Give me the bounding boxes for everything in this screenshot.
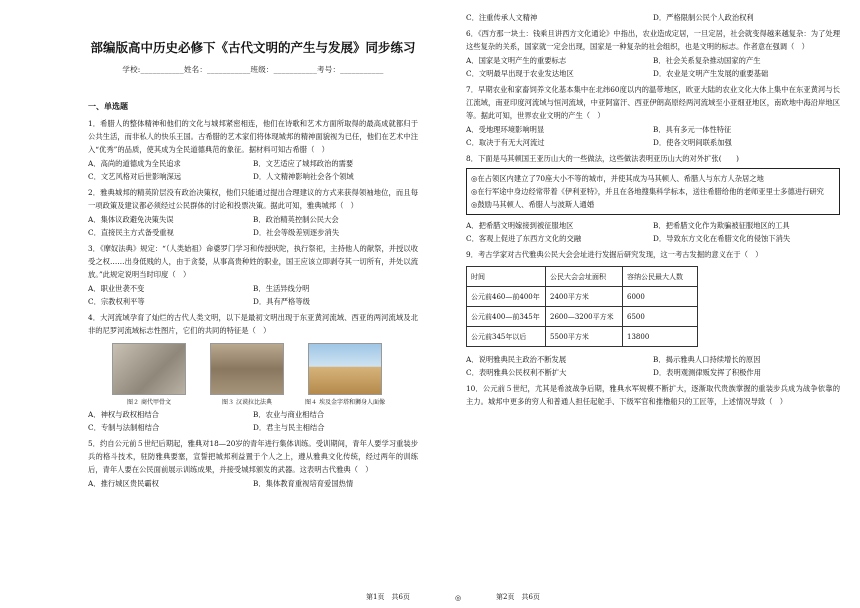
table-row — [467, 307, 698, 327]
figure-oracle-bone — [104, 343, 194, 406]
question-9-options — [466, 353, 840, 379]
figure-pyramids — [300, 343, 390, 406]
table-cell: 公元前345年以后 — [467, 327, 546, 347]
question-5: 5．约自公元前５世纪后期起，雅典对18—20岁的青年进行集体训练。受训期间，青年人要学习重装步兵的格斗技术，驻防雅典要塞，宣誓把城邦利益置于个人之上，遵从雅典文化传统，经过两年的训练后，青年人要在公民面前展示训练成果，并接受城邦颁发的武器。这表明古代雅典（ ） — [88, 439, 418, 474]
option: C．表明雅典公民权利不断扩大 — [466, 368, 567, 377]
option: A．神权与政权相结合 — [88, 410, 159, 419]
option: D．导致东方文化在希腊文化的侵蚀下消失 — [653, 234, 791, 243]
option: D．人文精神影响社会各个领域 — [253, 172, 354, 181]
assembly-site-table — [466, 266, 698, 347]
option: A．国家是文明产生的重要标志 — [466, 56, 567, 65]
question-8-material-box — [466, 168, 840, 215]
option: D．君主与民主相结合 — [253, 423, 325, 432]
option: B．政治精英控制公民大会 — [253, 215, 339, 224]
question-2: 2．雅典城邦的精英阶层没有政治决策权，他们只能通过提出合理建议的方式来获得领袖地位，而且每一项政策及建议都必须经过公民群体的讨论和投票决策。据此可知，雅典城邦（ ） — [88, 188, 418, 210]
table-row — [467, 287, 698, 307]
question-3: 3．《摩奴法典》规定：“（人类始祖）命婆罗门学习和传授吠陀，执行祭祀，主持他人的献祭，并授以收受之权……出身低贱的人，由于贪婪，从事高贵种姓的职业，国王应该立即剥夺其一切所有，并处以流放。”此规定说明当时印度（ ） — [88, 244, 418, 279]
question-4-figures — [104, 343, 418, 406]
option: A．职业世袭不变 — [88, 284, 145, 293]
table-header-cell: 公民大会会址面积 — [546, 267, 623, 287]
pyramid-sphinx-image — [308, 343, 382, 395]
question-3-options — [88, 282, 418, 308]
option: D．严格限制公民个人政治权利 — [653, 13, 754, 22]
hammurabi-stele-image — [210, 343, 284, 395]
question-6: 6．《西方那一块土：钱乘旦讲西方文化通论》中指出，农业造成定居，一旦定居，社会就变得越来越复杂：为了处理这些复杂的关系，国家就一定会出现，国家是一种复杂的社会组织，也是文明的标志。作者意在强调（ ） — [466, 29, 840, 51]
question-5-options-cont — [466, 11, 840, 24]
footer-center-mark: ◎ — [455, 594, 462, 602]
table-header-cell: 容纳公民最大人数 — [623, 267, 698, 287]
question-8-options — [466, 219, 840, 245]
table-cell: 6000 — [623, 287, 698, 307]
table-cell: 公元前400—前345年 — [467, 307, 546, 327]
option: C．直接民主方式备受重视 — [88, 228, 174, 237]
table-header-cell: 时间 — [467, 267, 546, 287]
footer-page-left: 第1页 共6页 — [366, 593, 410, 601]
question-8: 8．下面是马其顿国王亚历山大的一些做法，这些做法表明亚历山大的对外扩张( ) — [466, 154, 740, 163]
option: B．集体教育重视培育爱国热情 — [253, 479, 354, 488]
student-info-line: 学校:___________姓名：___________班级：___________考号：___________ — [122, 65, 384, 74]
option: D．表明观测律贩发挥了积极作用 — [653, 368, 762, 377]
table-row — [467, 267, 698, 287]
figure-hammurabi-code — [202, 343, 292, 406]
question-7-options — [466, 123, 840, 149]
question-1-options — [88, 157, 418, 183]
right-page — [430, 0, 860, 608]
option: B．社会关系复杂推动国家的产生 — [653, 56, 761, 65]
option: B．把希腊文化作为欺骗被征服地区的工具 — [653, 221, 790, 230]
option: C．文艺风格对后世影响深远 — [88, 172, 182, 181]
doc-title: 部编版高中历史必修下《古代文明的产生与发展》同步练习 — [90, 40, 416, 55]
option: A．说明雅典民主政治不断发展 — [466, 355, 567, 364]
option: A．集体议政避免决策失误 — [88, 215, 174, 224]
option: C．取决于有无大河流过 — [466, 138, 545, 147]
table-cell: 2600—3200平方米 — [546, 307, 623, 327]
option: B．文艺适应了城邦政治的需要 — [253, 159, 354, 168]
option: D．使各文明间联系加强 — [653, 138, 732, 147]
option: B．生活异线分明 — [253, 284, 310, 293]
question-1: 1．希腊人的整体精神和他们的文化与城邦紧密相连，他们在诗歌和艺术方面所取得的最高成就都归于公共生活，而非私人的快乐王国。古希腊的艺术家们将体现城邦的精神面貌视为已任，他们在艺术中注入“优秀”的品质，使其成为全民道德典范的象征。据材料可知古希腊（ ） — [88, 119, 418, 154]
option: A．高尚的道德成为全民追求 — [88, 159, 181, 168]
question-10: 10．公元前５世纪，尤其是希波战争后期，雅典水军规模不断扩大，逐渐取代贵族掌握的重装步兵成为战争依靠的主力。城邦中更多的穷人和普通人担任起舵手、下级军官和推橹船只的工匠等，上述情况导致（ ） — [466, 384, 840, 406]
table-row — [467, 327, 698, 347]
table-cell: 公元前460—前400年 — [467, 287, 546, 307]
option: C．注重传承人文精神 — [466, 13, 538, 22]
footer-page-right: 第2页 共6页 — [496, 593, 540, 601]
option: D．农业是文明产生发展的重要基础 — [653, 69, 769, 78]
figure-caption: 图４ 埃及金字塔和狮身人面像 — [305, 399, 385, 406]
table-cell: 6500 — [623, 307, 698, 327]
option: B．农业与商业相结合 — [253, 410, 325, 419]
table-cell: 5500平方米 — [546, 327, 623, 347]
table-cell: 2400平方米 — [546, 287, 623, 307]
option: A．把希腊文明嫁接到被征服地区 — [466, 221, 574, 230]
option: A．推行城区贵民霸权 — [88, 479, 159, 488]
table-cell: 13800 — [623, 327, 698, 347]
option: B．揭示雅典人口持续增长的原因 — [653, 355, 761, 364]
material-item: ◎在行军途中身边经常带着《伊利亚特》，并且在各地搜集科学标本，送往希腊给他的老师亚里士多德进行研究 — [471, 187, 824, 196]
question-4: 4．大河流域孕育了灿烂的古代人类文明，以下是最初文明出现于东亚黄河流域、西亚的两河流域及北非的尼罗河流域标志性图片，它们的共同的特征是（ ） — [88, 313, 418, 335]
question-5-options — [88, 477, 418, 490]
material-item: ◎鼓励马其顿人、希腊人与波斯人通婚 — [471, 200, 595, 209]
option: C．宗教权利平等 — [88, 297, 145, 306]
question-4-options — [88, 408, 418, 434]
question-7: 7．早期农业和家畜饲养文化基本集中在北纬60度以内的温带地区，欧亚大陆的农业文化大体上集中在东亚黄河与长江流域，南亚印度河流域与恒河流域，中亚阿富汗、西亚伊朗高原经两河流域至小亚细亚地区，南欧地中海沿岸地区等。据此可知，世界农业文明的产生（ ） — [466, 85, 840, 120]
option: D．具有严格等级 — [253, 297, 310, 306]
option: D．社会等级差别逐步消失 — [253, 228, 340, 237]
question-9: 9．考古学家对古代雅典公民大会会址进行发掘后研究发现，这一考古发掘的意义在于（ ） — [466, 250, 763, 259]
option: C．专制与法制相结合 — [88, 423, 160, 432]
question-2-options — [88, 213, 418, 239]
oracle-bone-image — [112, 343, 186, 395]
section-heading: 一、单选题 — [88, 101, 128, 111]
option: C．客观上促进了东西方文化的交融 — [466, 234, 582, 243]
question-6-options — [466, 54, 840, 80]
option: B．具有多元一体性特征 — [653, 125, 732, 134]
material-item: ◎在占领区内建立了70座大小不等的城市，并使其成为马其顿人、希腊人与东方人杂居之地 — [471, 174, 764, 183]
option: A．受地理环境影响明显 — [466, 125, 545, 134]
figure-caption: 图２ 商代甲骨文 — [127, 399, 171, 406]
figure-caption: 图３ 汉谟拉比法典 — [222, 399, 272, 406]
option: C．文明最早出现于农业发达地区 — [466, 69, 574, 78]
